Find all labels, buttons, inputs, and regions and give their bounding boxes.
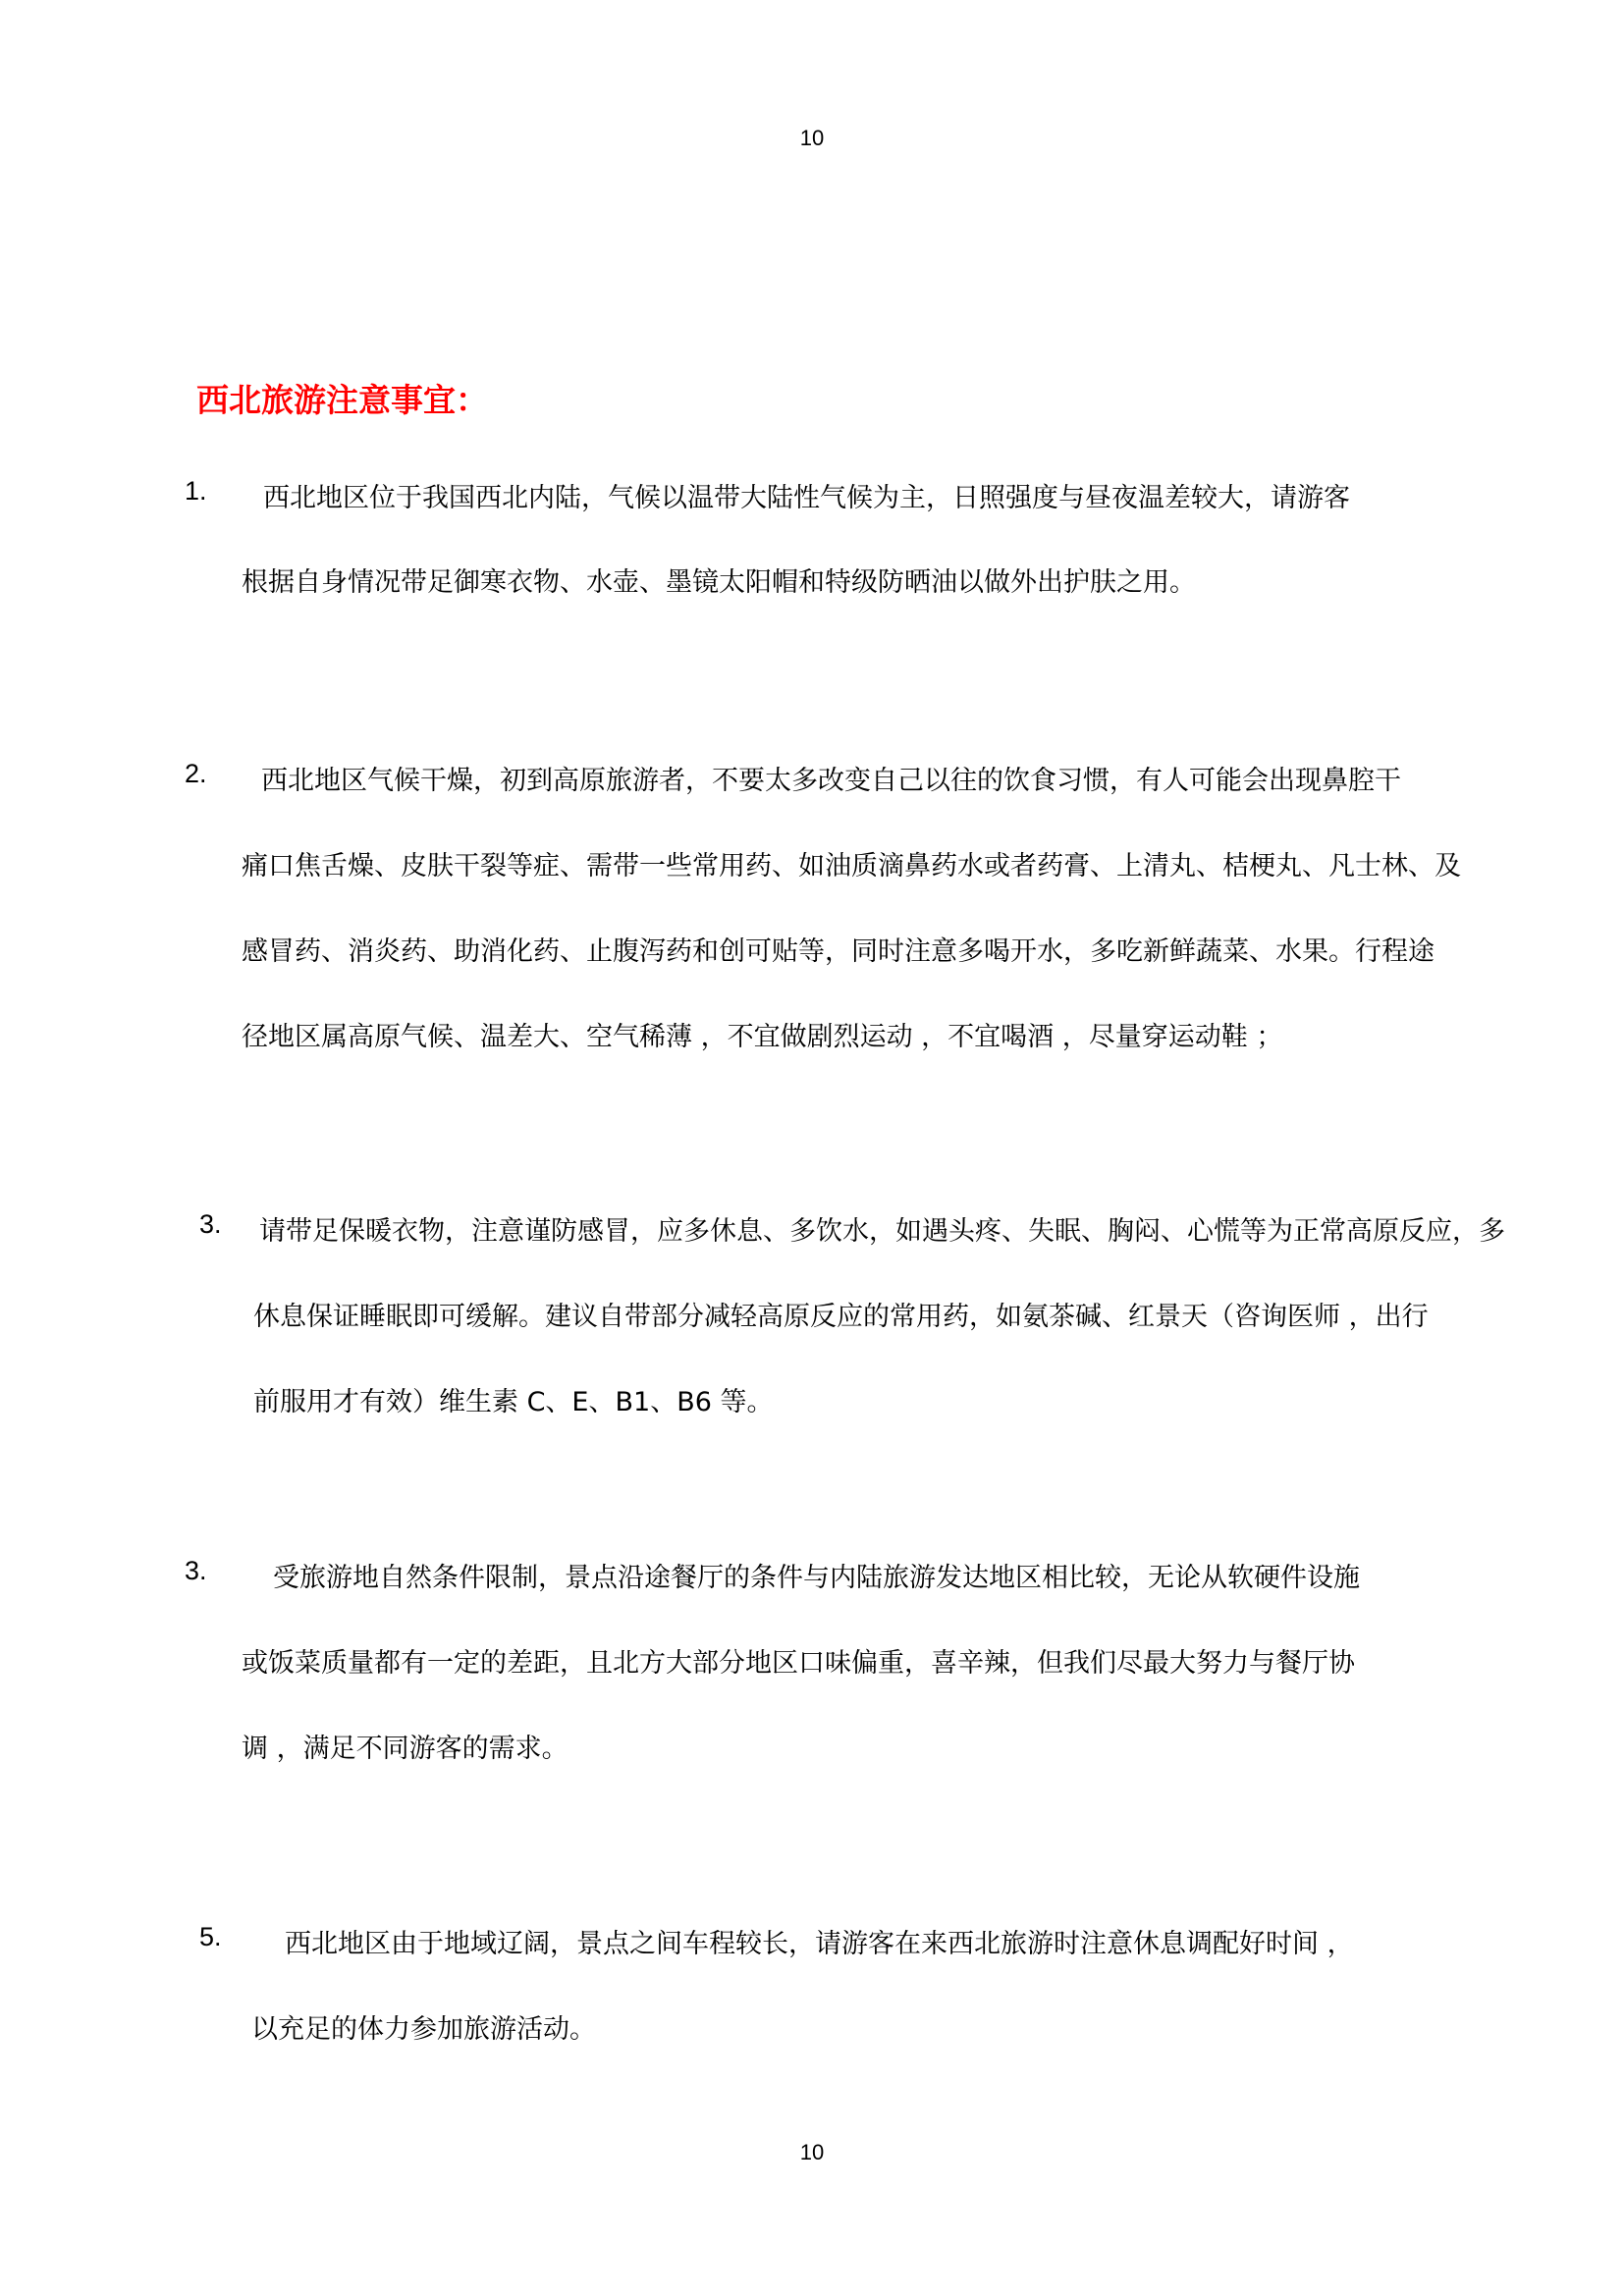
item-line: 前服用才有效）维生素 C、E、B1、B6 等。 [253, 1387, 774, 1417]
page-number-bottom: 10 [799, 2140, 825, 2164]
item-line: 受旅游地自然条件限制，景点沿途餐厅的条件与内陆旅游发达地区相比较，无论从软硬件设施 [273, 1563, 1360, 1593]
item-number: 3. [199, 1209, 222, 1239]
item-line: 休息保证睡眠即可缓解。建议自带部分减轻高原反应的常用药，如氨茶碱、红景天（咨询医师 ，出行 [253, 1302, 1429, 1332]
item-number: 1. [185, 476, 207, 506]
item-line: 以充足的体力参加旅游活动。 [251, 2014, 596, 2045]
item-line: 调 ，满足不同游客的需求。 [242, 1734, 568, 1764]
page-number-top: 10 [799, 126, 825, 150]
item-line: 请带足保暖衣物，注意谨防感冒，应多休息、多饮水，如遇头疼、失眠、胸闷、心慌等为正常高原反应，多 [259, 1216, 1505, 1247]
item-line: 痛口焦舌燥、皮肤干裂等症、需带一些常用药、如油质滴鼻药水或者药膏、上清丸、桔梗丸、凡士林、及 [242, 851, 1461, 881]
item-line: 根据自身情况带足御寒衣物、水壶、墨镜太阳帽和特级防晒油以做外出护肤之用。 [242, 567, 1196, 598]
item-number: 5. [199, 1922, 222, 1951]
item-number: 2. [185, 759, 207, 788]
item-line: 西北地区位于我国西北内陆，气候以温带大陆性气候为主，日照强度与昼夜温差较大，请游客 [263, 483, 1350, 513]
item-line: 或饭菜质量都有一定的差距，且北方大部分地区口味偏重，喜辛辣，但我们尽最大努力与餐厅协 [242, 1648, 1355, 1679]
item-line: 西北地区由于地域辽阔，景点之间车程较长，请游客在来西北旅游时注意休息调配好时间 ， [285, 1929, 1354, 1959]
item-line: 径地区属高原气候、温差大、空气稀薄 ，不宜做剧烈运动 ，不宜喝酒 ，尽量穿运动鞋 ； [242, 1022, 1283, 1052]
item-line: 感冒药、消炎药、助消化药、止腹泻药和创可贴等，同时注意多喝开水，多吃新鲜蔬菜、水果。行程途 [242, 936, 1435, 967]
item-number: 3. [185, 1556, 207, 1585]
item-line: 西北地区气候干燥，初到高原旅游者，不要太多改变自己以往的饮食习惯，有人可能会出现鼻腔干 [261, 766, 1401, 796]
document-title: 西北旅游注意事宜： [196, 381, 488, 419]
